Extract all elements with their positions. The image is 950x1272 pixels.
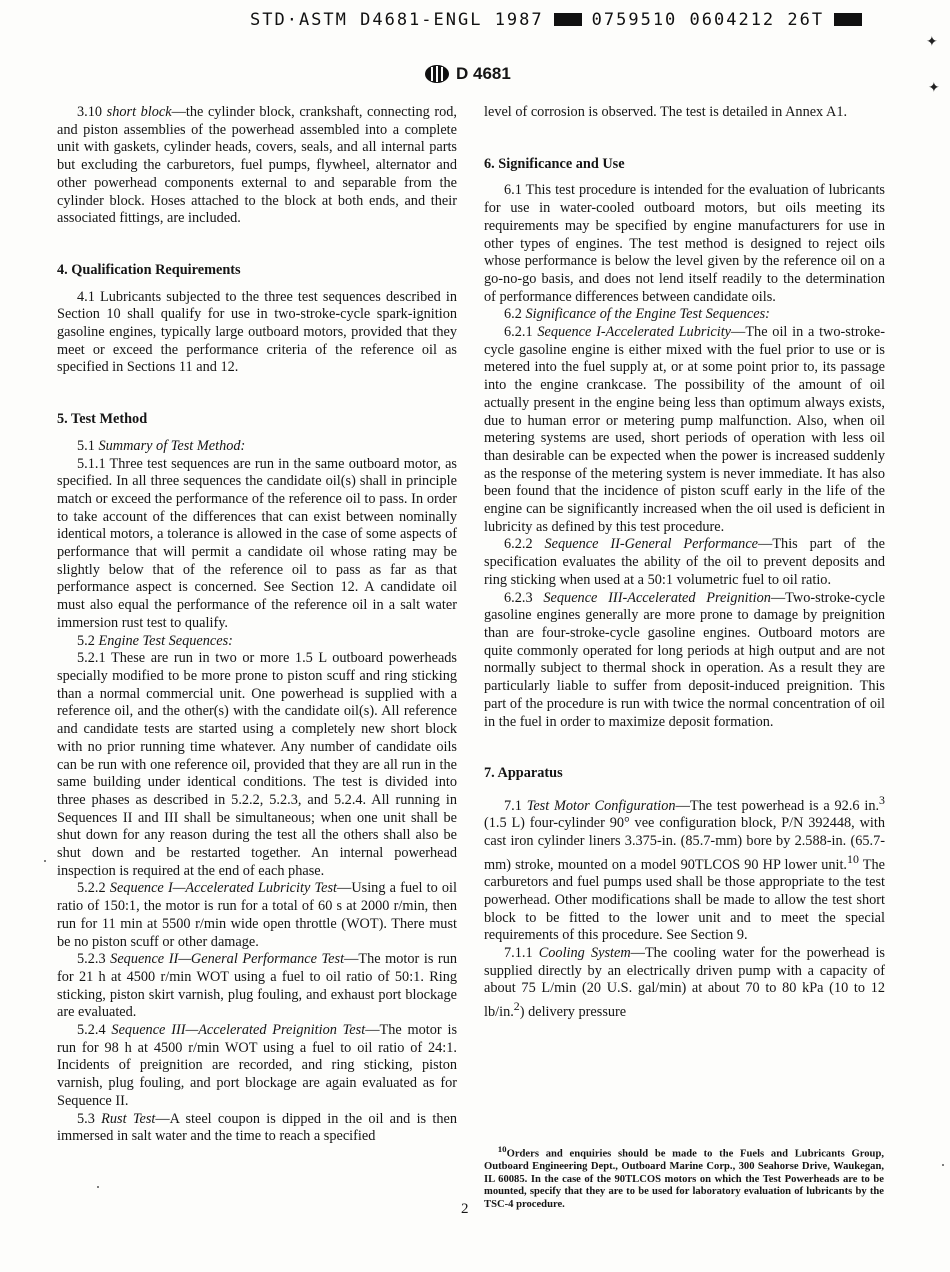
redaction-bar (554, 13, 582, 26)
paragraph-4-1: 4.1 Lubricants subjected to the three test sequences described in Section 10 shall qualify for use in two-stroke-cycle spark-ignition gasoline engines, typically large outboard motors, provided that they meet or exceed the performance criteria of the reference oil as specified in Sections 11 and 12. (57, 288, 457, 376)
standard-number: D 4681 (456, 64, 511, 83)
page-number: 2 (461, 1201, 469, 1217)
paragraph-5-2-2: 5.2.2 Sequence I—Accelerated Lubricity Test—Using a fuel to oil ratio of 150:1, the motor is run for a total of 60 s at 2000 r/min, then run for 11 min at 5500 r/min wide open throttle (WOT). There must be no piston scuff or other damage. (57, 880, 457, 950)
catalog-number-text: 0759510 0604212 26T (591, 10, 825, 30)
paragraph-7-1: 7.1 Test Motor Configuration—The test powerhead is a 92.6 in.$^3$ (1.5 L) four-cylinder 90° vee configuration block, P/N 392448, with cast iron cylinder liners 3.375-in. (85.7-mm) bore by 2.588-in. (65.7-mm) stroke, mounted on a model 90TLCOS 90 HP lower unit.$^{10}$ The carburetors and fuel pumps used shall be those appropriate to the test powerhead. Other modifications shall be made to allow the test short block to be fitted to the lower unit and to meet the special requirements of this procedure. See Section 9. (484, 792, 886, 944)
paragraph-5-3-continued: level of corrosion is observed. The test is detailed in Annex A1. (484, 104, 848, 120)
paragraph-6-2-2: 6.2.2 Sequence II-General Performance—This part of the specification evaluates the ability of the oil to prevent deposits and ring sticking when used at a 50:1 volumetric fuel to oil ratio. (484, 536, 886, 588)
footnote-text: Orders and enquiries should be made to the Fuels and Lubricants Group, Outboard Engineering Dept., Outboard Marine Corp., 300 Seahorse Drive, Waukegan, IL 60085. In the case of the 90TLCOS motors on which the Test Powerheads are to be mounted, specify that they are to be used for laboratory evaluation of lubricants by the TSC-4 procedure. (484, 1148, 884, 1210)
paragraph-6-2-3: 6.2.3 Sequence III-Accelerated Preignition—Two-stroke-cycle gasoline engines generally are more prone to damage by preignition than are four-stroke-cycle gasoline engines. Outboard motors are quite commonly operated for long periods at high output and are not normally subject to thermal shock in operation. As a result they are particularly liable to suffer from deposit-induced preignition. This part of the procedure is run with twice the normal concentration of oil in the fuel in order to maximize deposit formation. (484, 589, 885, 730)
scan-mark: ✦ (928, 81, 940, 96)
section-heading-6: 6. Significance and Use (484, 155, 625, 172)
redaction-bar (834, 13, 862, 26)
footnote-marker: 10 (497, 1144, 507, 1154)
document-header (250, 10, 872, 30)
paragraph-5-2-4: 5.2.4 Sequence III—Accelerated Preignition Test—The motor is run for 98 h at 4500 r/min WOT using a fuel to oil ratio of 24:1. Incidents of preignition are recorded, and ring sticking, piston varnish, plug fouling, and port blockage are again evaluated as for Sequence II. (57, 1022, 458, 1109)
standard-designation-text: STD·ASTM D4681-ENGL 1987 (250, 10, 544, 30)
paragraph-3-10: 3.10 short block—the cylinder block, crankshaft, connecting rod, and piston assemblies of the powerhead assembled into a complete unit with gaskets, cylinder heads, covers, seals, and all internal parts but excluding the carburetors, fuel pumps, flywheel, alternator and other powerhead components external to and separable from the cylinder block. Hoses attached to the block at both ends, and their associated fittings, are included. (57, 104, 457, 227)
scan-dot (44, 860, 46, 862)
paragraph-5-2-3: 5.2.3 Sequence II—General Performance Test—The motor is run for 21 h at 4500 r/min WOT using a fuel to oil ratio of 50:1. Ring sticking, piston skirt varnish, plug fouling, and exhaust port blockage are evaluated. (57, 951, 457, 1021)
paragraph-5-3: 5.3 Rust Test—A steel coupon is dipped in the oil and is then immersed in salt water and the time to reach a specified (57, 1110, 457, 1145)
left-column (57, 104, 457, 1146)
paragraph-5-1-1: 5.1.1 Three test sequences are run in the same outboard motor, as specified. In all three sequences the candidate oil(s) shall in principle match or exceed the performance of the reference oil to pass. In order to take account of the differences that can exist between nominally identical motors, a tolerance is allowed in the case of some aspects of performance that will permit a candidate oil whose rating may be slightly below that of the reference oil to pass as far as that performance aspect is concerned. See Section 12. A candidate oil must also equal the performance of the reference oil in a salt water immersion rust test to qualify. (57, 455, 457, 631)
footnote-reference: 10 (847, 851, 859, 866)
paragraph-6-2-1: 6.2.1 Sequence I-Accelerated Lubricity—The oil in a two-stroke-cycle gasoline engine is either mixed with the fuel prior to use or is metered into the fuel supply at, or at some point prior to, its passage into the engine crankcase. The possibility of the amount of oil actually present in the engine being less than optimum always exists, due to human error or metering pump malfunction. Also, when oil metering systems are used, short periods of operation with less oil than desirable can be expected when the power is increased suddenly as the response of the metering system is never immediate. It has also been found that the incidence of piston scuff early in the life of the engine can be significantly increased when the oil used is deficient in lubricity as defined by this test procedure. (484, 324, 885, 535)
astm-logo-icon (424, 64, 450, 84)
paragraph-5-1: 5.1 Summary of Test Method: (77, 437, 246, 454)
paragraph-5-2: 5.2 Engine Test Sequences: (77, 632, 233, 649)
scan-dot (942, 1164, 944, 1166)
scan-mark: ✦ (926, 35, 938, 50)
scan-dot (97, 1186, 99, 1188)
section-heading-7: 7. Apparatus (484, 765, 563, 782)
paragraph-7-1-1: 7.1.1 Cooling System—The cooling water for the powerhead is supplied directly by an electrically driven pump with a capacity of about 75 L/min (20 U.S. gal/min) at about 70 to 80 kPa (10 to 12 lb/in.$^2$) delivery pressure (484, 945, 885, 1020)
section-heading-4: 4. Qualification Requirements (57, 261, 241, 278)
section-heading-5: 5. Test Method (57, 411, 148, 428)
paragraph-6-1: 6.1 This test procedure is intended for the evaluation of lubricants for use in water-cooled outboard motors, but oils meeting its requirements may be specified by engine manufacturers for use in other types of engines. The test method is designed to reject oils whose performance is below the level given by the reference oil on a go-no-go basis, and does not lend itself readily to the determination of performance differences between candidate oils. (484, 182, 885, 305)
right-column (484, 104, 885, 1022)
paragraph-6-2: 6.2 Significance of the Engine Test Sequences: (504, 306, 770, 323)
document-logo-row (424, 64, 511, 84)
footnote-10 (484, 1143, 884, 1212)
paragraph-5-2-1: 5.2.1 These are run in two or more 1.5 L outboard powerheads specially modified to be more prone to piston scuff and ring sticking than a normal commercial unit. One powerhead is supplied with a reference oil, and the other(s) with the candidate oil(s). All reference and candidate tests are started using a completely new short block with no prior running time whatever. Any number of candidate oils can be run with one reference oil, provided that they are all run in the same building under identical conditions. The test is divided into three phases as described in 5.2.2, 5.2.3, and 5.2.4. All running in Sequences II and III shall be simultaneous; when one unit shall be shut down for any reason during the test all the others shall also be shut down and be restarted together. An internal powerhead inspection is required at the end of each phase. (57, 650, 457, 879)
